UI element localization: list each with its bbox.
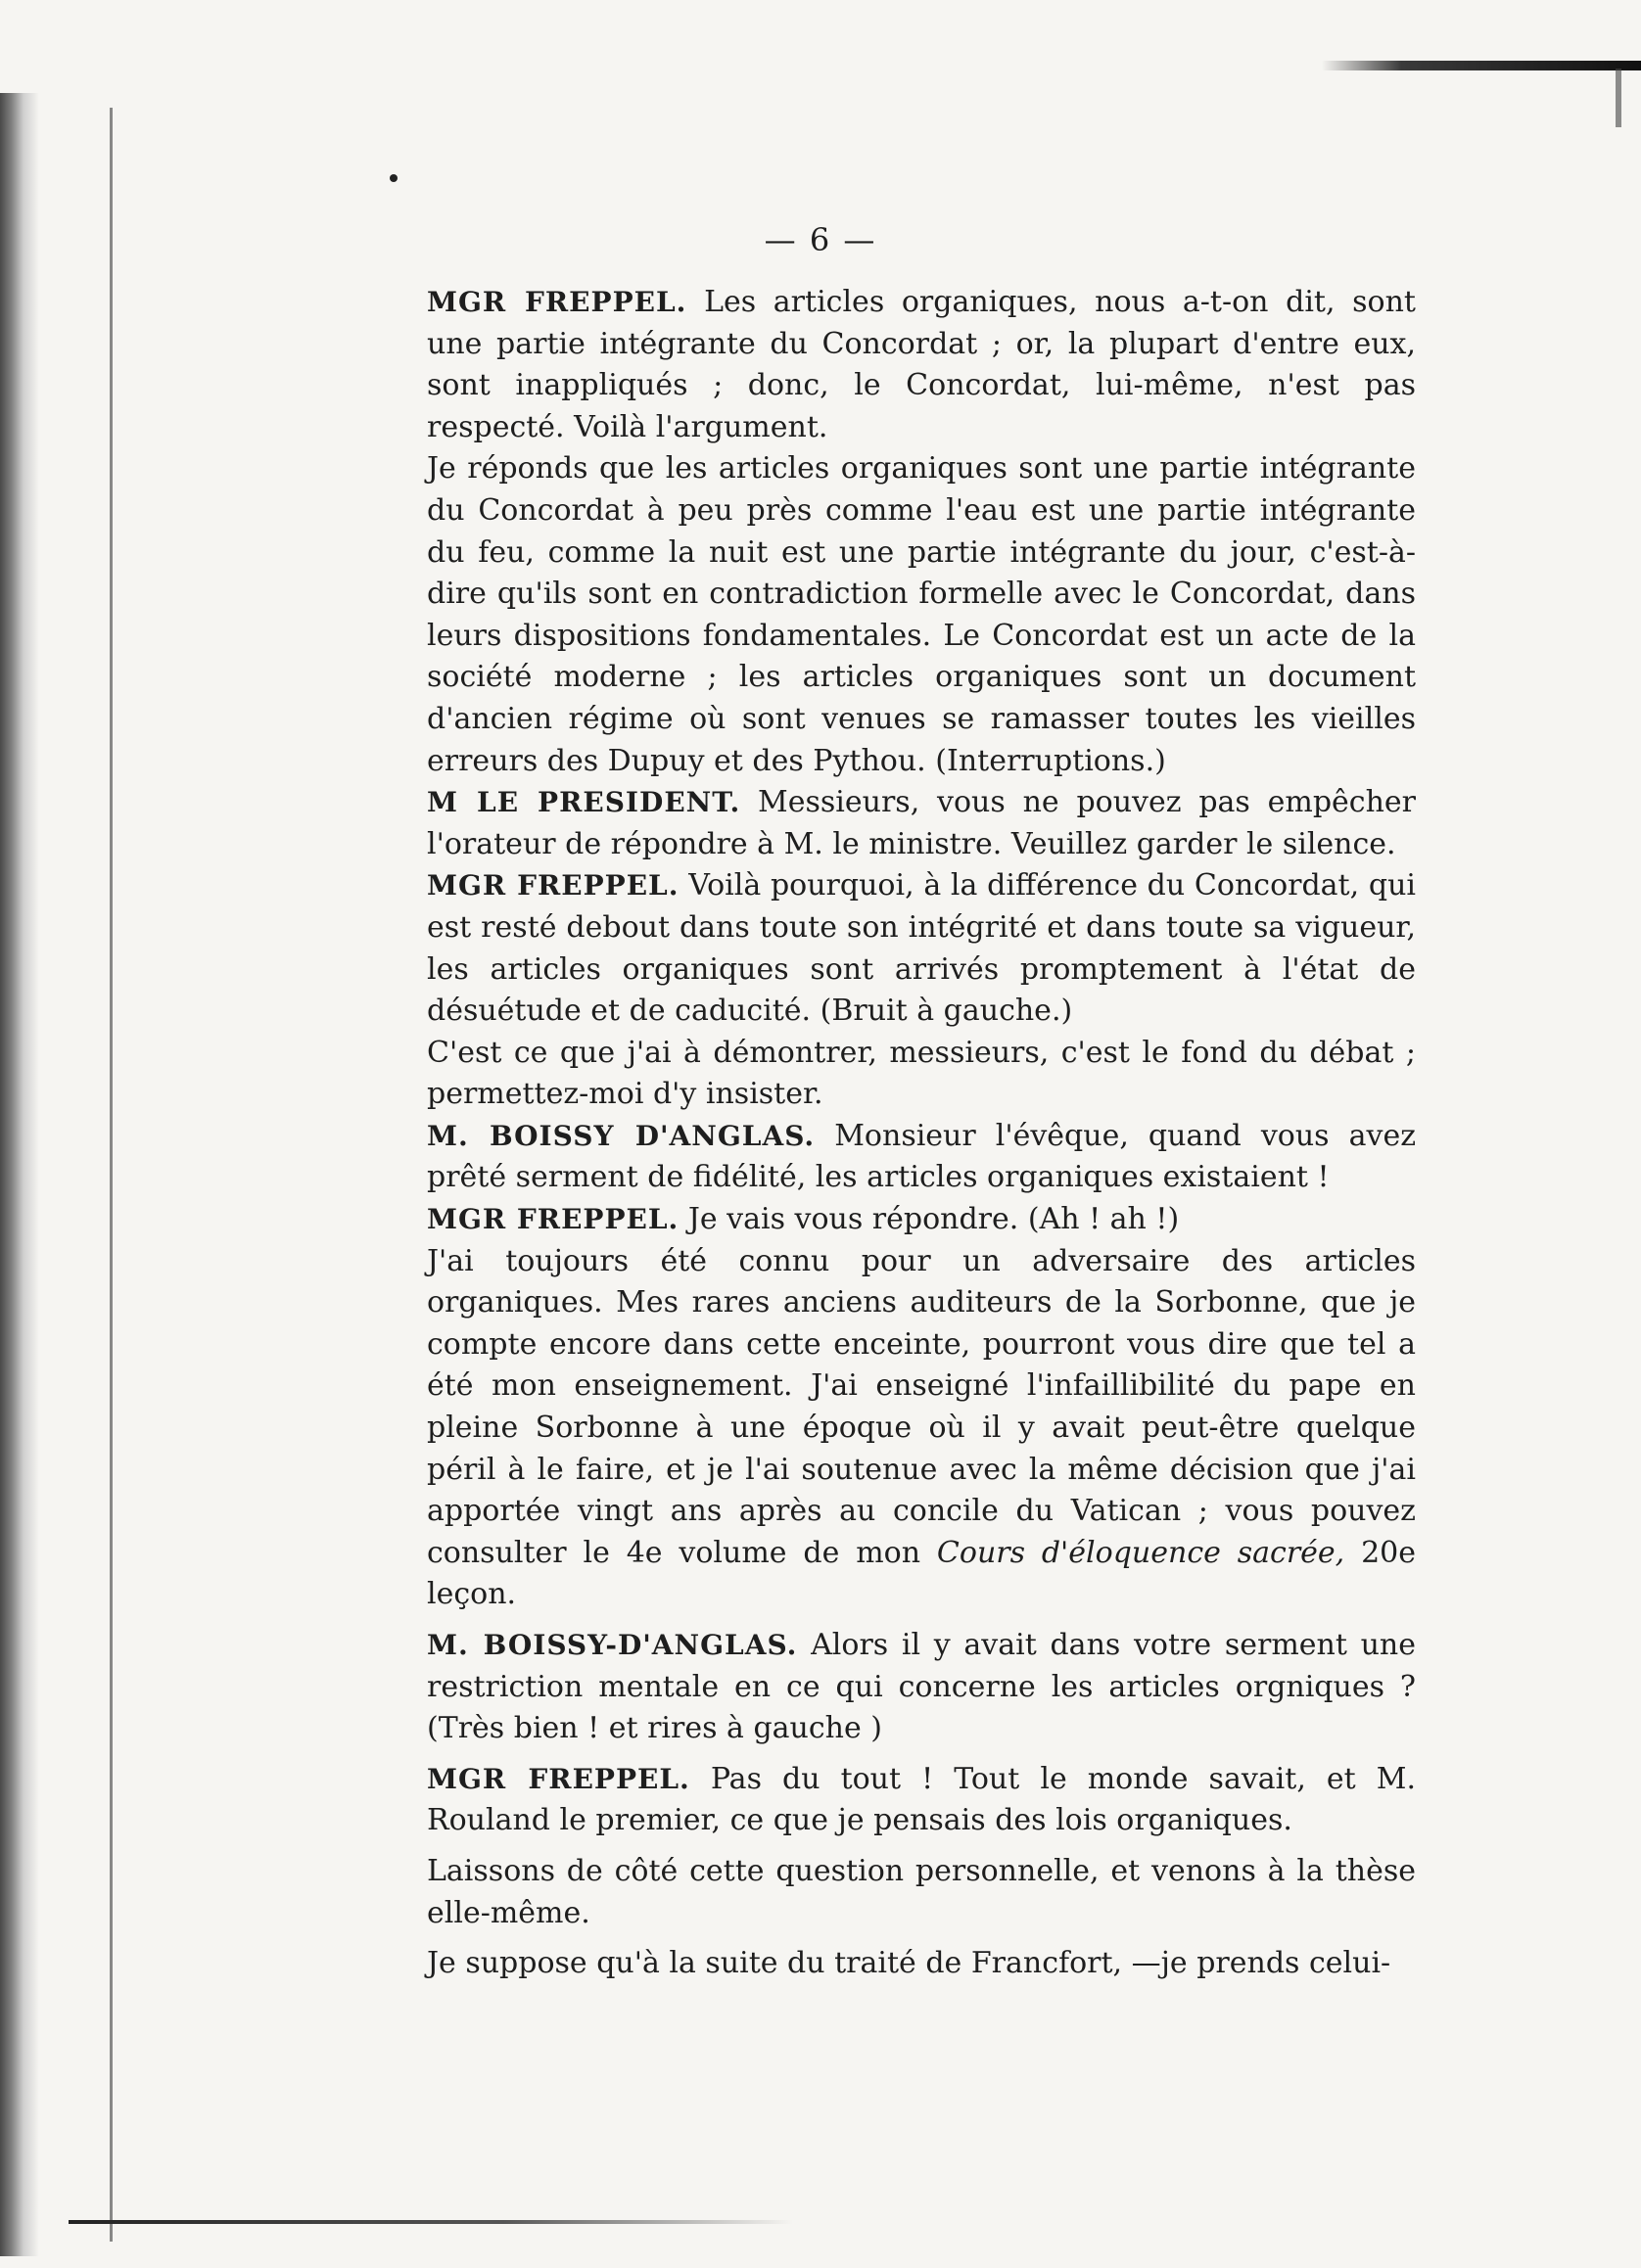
paragraph-text: Les articles organiques, nous a-t-on dit, sont une partie intégrante du Concordat ; or, la plupart d'entre eux, sont inappliqués ; donc, le Concordat, lui-même, n'est pas respecté. Voilà l'argument. [427,285,1416,444]
speaker-label: MGR FREPPEL. [427,286,687,318]
paragraph-3 [427,782,1416,865]
paragraph-4 [427,865,1416,1032]
paragraph-text: J'ai toujours été connu pour un adversaire des articles organiques. Mes rares anciens auditeurs de la Sorbonne, que je compte encore dans cette enceinte, pourront vous dire que tel a été mon enseignement. J'ai enseigné l'infaillibilité du pape en pleine Sorbonne à une époque où il y avait peut-être quelque péril à le faire, et je l'ai soutenue avec la même décision que j'ai apportée vingt ans après au concile du Vatican ; vous pouvez consulter le 4e volume de mon [427,1243,1416,1570]
paragraph-8 [427,1241,1416,1616]
paragraph-text: Monsieur l'évêque, quand vous avez prêté serment de fidélité, les articles organiques existaient ! [427,1118,1417,1195]
paragraph-text: Pas du tout ! Tout le monde savait, et M. Rouland le premier, ce que je pensais des lois organiques. [427,1761,1416,1838]
paragraph-2 [427,448,1416,782]
paragraph-text: C'est ce que j'ai à démontrer, messieurs, c'est le fond du débat ; permettez-moi d'y insister. [427,1035,1416,1112]
page-number: — 6 — [764,221,877,258]
scan-dot [390,174,398,182]
paragraph-5 [427,1033,1416,1116]
speaker-label: MGR FREPPEL. [427,1762,690,1795]
book-title: Cours d'éloquence sacrée, [936,1535,1345,1570]
speaker-label: M LE PRESIDENT. [427,786,741,819]
speaker-label: MGR FREPPEL. [427,1203,680,1236]
paragraph-7 [427,1199,1416,1241]
scan-left-edge [0,93,39,2256]
scan-bottom-rule [69,2220,793,2224]
speaker-label: M. BOISSY D'ANGLAS. [427,1119,816,1152]
paragraph-text: Je réponds que les articles organiques sont une partie intégrante du Concordat à peu près comme l'eau est une partie intégrante du feu, comme la nuit est une partie intégrante du jour, c'est-à-dire qu'ils sont en contradiction formelle avec le Concordat, dans leurs dispositions fondamentales. Le Concordat est un acte de la société moderne ; les articles organiques sont un document d'ancien régime où sont venues se ramasser toutes les vieilles erreurs des Dupuy et des Pythou. (Interruptions.) [427,451,1416,778]
paragraph-9 [427,1625,1416,1750]
body-text [427,282,1416,1985]
paragraph-text: Je suppose qu'à la suite du traité de Francfort, —je prends celui- [427,1946,1391,1981]
scan-binding-line [110,108,113,2242]
paragraph-text: Je vais vous répondre. (Ah ! ah !) [679,1202,1180,1237]
paragraph-text: Alors il y avait dans votre serment une restriction mentale en ce qui concerne les articles orgniques ? (Très bien ! et rires à gauche ) [427,1628,1416,1746]
paragraph-1 [427,282,1416,448]
scan-right-mark [1616,69,1621,127]
paragraph-11 [427,1851,1416,1934]
paragraph-text-after: 20e leçon. [427,1535,1416,1612]
paragraph-text: Laissons de côté cette question personnelle, et venons à la thèse elle-même. [427,1853,1416,1930]
paragraph-10 [427,1759,1416,1842]
paragraph-12 [427,1943,1416,1985]
paragraph-6 [427,1116,1416,1199]
speaker-label: MGR FREPPEL. [427,869,680,903]
paragraph-text: Messieurs, vous ne pouvez pas empêcher l'orateur de répondre à M. le ministre. Veuillez garder le silence. [427,785,1416,861]
speaker-label: M. BOISSY-D'ANGLAS. [427,1629,798,1661]
scan-top-rule [1322,61,1641,70]
paragraph-text: Voilà pourquoi, à la différence du Concordat, qui est resté debout dans toute son intégrité et dans toute sa vigueur, les articles organiques sont arrivés promptement à l'état de désuétude et de caducité. (Bruit à gauche.) [427,868,1416,1029]
